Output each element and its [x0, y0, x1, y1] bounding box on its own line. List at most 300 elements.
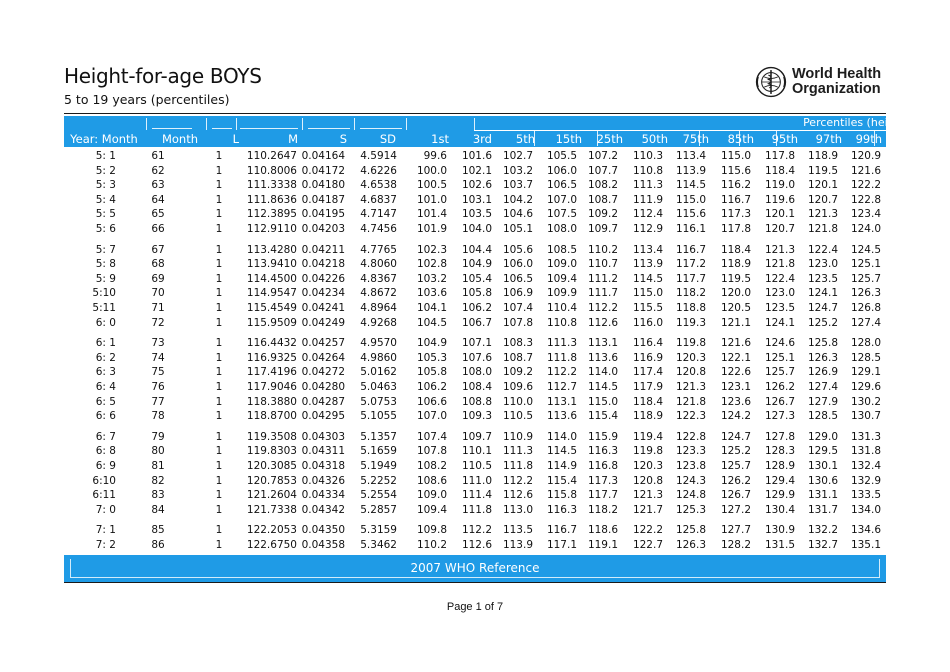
- cell-50th: 119.8: [632, 445, 663, 458]
- cell-s: 0.04342: [301, 503, 345, 516]
- cell-25th: 114.0: [587, 366, 618, 379]
- cell-5th: 112.2: [502, 474, 533, 487]
- cell-m: 117.9046: [246, 381, 297, 393]
- cell-15th: 111.8: [546, 351, 577, 364]
- column-header-97th: 97th: [815, 132, 842, 146]
- cell-3rd: 104.0: [461, 223, 492, 235]
- cell-15th: 109.4: [546, 272, 577, 285]
- cell-50th: 122.7: [632, 539, 663, 551]
- cell-85th: 126.2: [720, 474, 751, 487]
- cell-97th: 121.3: [807, 208, 838, 221]
- cell-3rd: 106.2: [461, 302, 492, 314]
- cell-95th: 120.1: [764, 208, 795, 221]
- cell-95th: 127.3: [764, 410, 795, 423]
- cell-s: 0.04280: [301, 381, 345, 393]
- cell-sd: 4.9860: [360, 351, 397, 364]
- cell-99th: 124.0: [850, 223, 881, 235]
- cell-50th: 121.7: [632, 503, 663, 516]
- cell-1st: 100.5: [416, 179, 447, 192]
- cell-75th: 121.8: [675, 395, 706, 408]
- cell-m: 119.8303: [246, 445, 297, 458]
- cell-year-month: 6: 9: [95, 460, 116, 472]
- table-row: [64, 409, 886, 423]
- cell-5th: 108.3: [502, 337, 533, 350]
- cell-85th: 120.0: [720, 287, 751, 300]
- cell-75th: 121.3: [675, 381, 706, 393]
- header-underline: [212, 128, 232, 129]
- cell-1st: 100.0: [416, 164, 447, 177]
- cell-50th: 116.0: [632, 316, 663, 329]
- cell-50th: 122.2: [632, 524, 663, 537]
- cell-month: 65: [151, 208, 165, 221]
- cell-s: 0.04326: [301, 474, 345, 487]
- cell-99th: 127.4: [850, 316, 881, 329]
- cell-85th: 117.3: [720, 208, 751, 221]
- cell-year-month: 6: 8: [95, 445, 116, 458]
- cell-75th: 124.8: [675, 489, 706, 502]
- cell-85th: 124.2: [720, 410, 751, 423]
- cell-year-month: 6: 0: [95, 316, 116, 329]
- cell-m: 118.3880: [246, 395, 297, 408]
- column-header-year-month: Year: Month: [70, 132, 138, 146]
- cell-97th: 122.4: [807, 243, 838, 256]
- cell-15th: 114.0: [546, 430, 577, 443]
- cell-97th: 124.1: [807, 287, 838, 300]
- cell-month: 85: [151, 524, 165, 537]
- table-row: [64, 336, 886, 350]
- cell-month: 86: [151, 539, 165, 551]
- cell-5th: 111.8: [502, 460, 533, 472]
- cell-95th: 130.4: [764, 503, 795, 516]
- cell-year-month: 7: 1: [95, 524, 116, 537]
- cell-50th: 110.3: [632, 150, 663, 162]
- cell-m: 111.3338: [246, 179, 297, 192]
- cell-3rd: 105.8: [461, 287, 492, 300]
- cell-25th: 109.7: [587, 223, 618, 235]
- page-title: Height-for-age BOYS: [64, 64, 262, 88]
- cell-99th: 133.5: [850, 489, 881, 502]
- cell-year-month: 6: 1: [95, 337, 116, 350]
- cell-50th: 120.8: [632, 474, 663, 487]
- cell-sd: 5.3462: [360, 539, 397, 551]
- cell-85th: 122.1: [720, 351, 751, 364]
- cell-1st: 101.9: [416, 223, 447, 235]
- cell-25th: 116.3: [587, 445, 618, 458]
- cell-15th: 114.5: [546, 445, 577, 458]
- cell-75th: 123.8: [675, 460, 706, 472]
- cell-year-month: 5:10: [92, 287, 116, 300]
- header-separator: [236, 118, 237, 130]
- cell-95th: 131.5: [764, 539, 795, 551]
- cell-25th: 107.7: [587, 164, 618, 177]
- cell-75th: 118.8: [675, 302, 706, 314]
- cell-l: 1: [215, 179, 223, 192]
- cell-85th: 115.6: [720, 164, 751, 177]
- percentiles-rule: [474, 130, 946, 131]
- cell-5th: 111.3: [502, 445, 533, 458]
- cell-15th: 116.7: [546, 524, 577, 537]
- cell-sd: 4.8060: [360, 258, 397, 271]
- cell-99th: 122.2: [850, 179, 881, 192]
- cell-15th: 113.6: [546, 410, 577, 423]
- cell-99th: 131.8: [850, 445, 881, 458]
- cell-l: 1: [215, 243, 223, 256]
- cell-l: 1: [215, 445, 223, 458]
- cell-99th: 120.9: [850, 150, 881, 162]
- cell-75th: 117.2: [675, 258, 706, 271]
- cell-l: 1: [215, 337, 223, 350]
- cell-97th: 125.2: [807, 316, 838, 329]
- bottom-rule: [64, 582, 886, 583]
- cell-95th: 123.0: [764, 287, 795, 300]
- table-row: [64, 222, 886, 236]
- cell-1st: 105.8: [416, 366, 447, 379]
- cell-month: 63: [151, 179, 165, 192]
- cell-month: 84: [151, 503, 165, 516]
- cell-50th: 112.4: [632, 208, 663, 221]
- cell-s: 0.04195: [301, 208, 345, 221]
- cell-25th: 111.2: [587, 272, 618, 285]
- cell-l: 1: [215, 503, 223, 516]
- cell-3rd: 106.7: [461, 316, 492, 329]
- cell-95th: 120.7: [764, 223, 795, 235]
- header-underline: [308, 128, 350, 129]
- cell-99th: 124.5: [850, 243, 881, 256]
- cell-s: 0.04295: [301, 410, 345, 423]
- column-header-month: Month: [161, 132, 198, 146]
- cell-99th: 122.8: [850, 193, 881, 206]
- cell-1st: 106.6: [416, 395, 447, 408]
- cell-75th: 115.6: [675, 208, 706, 221]
- cell-sd: 4.8672: [360, 287, 397, 300]
- cell-l: 1: [215, 524, 223, 537]
- cell-75th: 120.3: [675, 351, 706, 364]
- cell-month: 64: [151, 193, 165, 206]
- cell-97th: 132.2: [807, 524, 838, 537]
- cell-1st: 103.6: [416, 287, 447, 300]
- cell-5th: 110.9: [502, 430, 533, 443]
- cell-25th: 108.7: [587, 193, 618, 206]
- cell-s: 0.04234: [301, 287, 345, 300]
- cell-month: 66: [151, 223, 165, 235]
- cell-sd: 4.6538: [360, 179, 397, 192]
- cell-95th: 125.1: [764, 351, 795, 364]
- cell-month: 77: [151, 395, 165, 408]
- cell-m: 110.2647: [246, 150, 297, 162]
- cell-3rd: 104.4: [461, 243, 492, 256]
- cell-85th: 115.0: [720, 150, 751, 162]
- cell-3rd: 103.5: [461, 208, 492, 221]
- cell-sd: 4.6837: [360, 193, 397, 206]
- logo-text-line1: World Health: [792, 66, 882, 82]
- cell-l: 1: [215, 430, 223, 443]
- cell-s: 0.04180: [301, 179, 345, 192]
- cell-85th: 125.7: [720, 460, 751, 472]
- cell-year-month: 5: 2: [95, 164, 116, 177]
- footer-reference: 2007 WHO Reference: [410, 561, 540, 575]
- cell-1st: 110.2: [416, 539, 447, 551]
- cell-75th: 116.7: [675, 243, 706, 256]
- cell-3rd: 104.9: [461, 258, 492, 271]
- cell-50th: 117.4: [632, 366, 663, 379]
- cell-1st: 105.3: [416, 351, 447, 364]
- cell-97th: 123.5: [807, 272, 838, 285]
- cell-97th: 131.1: [807, 489, 838, 502]
- table-row: [64, 301, 886, 315]
- cell-l: 1: [215, 193, 223, 206]
- column-header-15th: 15th: [555, 132, 582, 146]
- cell-95th: 119.6: [764, 193, 795, 206]
- cell-m: 114.4500: [246, 272, 297, 285]
- cell-25th: 113.6: [587, 351, 618, 364]
- cell-97th: 123.0: [807, 258, 838, 271]
- cell-97th: 125.8: [807, 337, 838, 350]
- cell-year-month: 5: 8: [95, 258, 116, 271]
- cell-25th: 115.9: [587, 430, 618, 443]
- header-separator: [874, 130, 875, 146]
- cell-m: 112.9110: [246, 223, 297, 235]
- cell-1st: 104.1: [416, 302, 447, 314]
- table-row: [64, 365, 886, 379]
- column-header-1st: 1st: [431, 132, 449, 146]
- cell-75th: 124.3: [675, 474, 706, 487]
- cell-99th: 126.3: [850, 287, 881, 300]
- cell-95th: 125.7: [764, 366, 795, 379]
- cell-3rd: 111.4: [461, 489, 492, 502]
- cell-l: 1: [215, 272, 223, 285]
- cell-m: 118.8700: [246, 410, 297, 423]
- cell-85th: 123.1: [720, 381, 751, 393]
- cell-95th: 121.3: [764, 243, 795, 256]
- cell-25th: 116.8: [587, 460, 618, 472]
- column-header-85th: 85th: [727, 132, 754, 146]
- cell-97th: 121.8: [807, 223, 838, 235]
- cell-15th: 109.0: [546, 258, 577, 271]
- cell-15th: 110.4: [546, 302, 577, 314]
- cell-50th: 119.4: [632, 430, 663, 443]
- cell-1st: 108.6: [416, 474, 447, 487]
- cell-s: 0.04311: [301, 445, 345, 458]
- cell-m: 122.2053: [246, 524, 297, 537]
- cell-s: 0.04187: [301, 193, 345, 206]
- cell-3rd: 109.7: [461, 430, 492, 443]
- cell-3rd: 109.3: [461, 410, 492, 423]
- cell-25th: 111.7: [587, 287, 618, 300]
- cell-m: 121.7338: [246, 503, 297, 516]
- cell-99th: 126.8: [850, 302, 881, 314]
- cell-sd: 5.1949: [360, 460, 397, 472]
- cell-25th: 118.2: [587, 503, 618, 516]
- table-row: [64, 523, 886, 537]
- cell-1st: 107.8: [416, 445, 447, 458]
- cell-m: 113.9410: [246, 258, 297, 271]
- cell-1st: 103.2: [416, 272, 447, 285]
- cell-l: 1: [215, 287, 223, 300]
- cell-l: 1: [215, 539, 223, 551]
- cell-m: 121.2604: [246, 489, 297, 502]
- cell-s: 0.04241: [301, 302, 345, 314]
- header-separator: [597, 130, 598, 146]
- cell-s: 0.04211: [301, 243, 345, 256]
- cell-75th: 115.0: [675, 193, 706, 206]
- table-row: [64, 243, 886, 257]
- cell-85th: 122.6: [720, 366, 751, 379]
- cell-s: 0.04303: [301, 430, 345, 443]
- cell-1st: 109.0: [416, 489, 447, 502]
- cell-99th: 125.7: [850, 272, 881, 285]
- table-row: [64, 316, 886, 330]
- cell-month: 79: [151, 430, 165, 443]
- cell-5th: 112.6: [502, 489, 533, 502]
- cell-25th: 110.7: [587, 258, 618, 271]
- cell-15th: 114.9: [546, 460, 577, 472]
- header-separator: [474, 118, 475, 130]
- header-underline: [240, 128, 298, 129]
- cell-5th: 103.2: [502, 164, 533, 177]
- cell-97th: 128.5: [807, 410, 838, 423]
- cell-m: 117.4196: [246, 366, 297, 379]
- cell-1st: 101.0: [416, 193, 447, 206]
- cell-month: 70: [151, 287, 165, 300]
- cell-75th: 122.8: [675, 430, 706, 443]
- cell-year-month: 6:11: [92, 489, 116, 502]
- column-header-3rd: 3rd: [472, 132, 492, 146]
- column-header-sd: SD: [379, 132, 396, 146]
- cell-sd: 4.8367: [360, 272, 397, 285]
- cell-s: 0.04318: [301, 460, 345, 472]
- cell-15th: 113.1: [546, 395, 577, 408]
- table-row: [64, 538, 886, 552]
- cell-95th: 129.9: [764, 489, 795, 502]
- cell-sd: 4.7765: [360, 243, 397, 256]
- cell-97th: 120.7: [807, 193, 838, 206]
- cell-3rd: 110.5: [461, 460, 492, 472]
- cell-50th: 113.4: [632, 243, 663, 256]
- cell-95th: 130.9: [764, 524, 795, 537]
- cell-sd: 5.0753: [360, 395, 397, 408]
- top-rule: [64, 113, 886, 114]
- header-separator: [146, 118, 147, 130]
- cell-99th: 130.2: [850, 395, 881, 408]
- cell-month: 83: [151, 489, 165, 502]
- table-row: [64, 488, 886, 502]
- cell-s: 0.04249: [301, 316, 345, 329]
- cell-5th: 110.0: [502, 395, 533, 408]
- cell-95th: 124.6: [764, 337, 795, 350]
- cell-month: 82: [151, 474, 165, 487]
- header-separator: [776, 130, 777, 146]
- column-header-50th: 50th: [641, 132, 668, 146]
- cell-97th: 118.9: [807, 150, 838, 162]
- cell-year-month: 6: 5: [95, 395, 116, 408]
- cell-1st: 107.0: [416, 410, 447, 423]
- cell-l: 1: [215, 410, 223, 423]
- cell-year-month: 6: 3: [95, 366, 116, 379]
- cell-year-month: 5: 3: [95, 179, 116, 192]
- cell-95th: 117.8: [764, 150, 795, 162]
- cell-l: 1: [215, 150, 223, 162]
- cell-75th: 125.3: [675, 503, 706, 516]
- header-separator: [739, 130, 740, 146]
- percentiles-group-label: Percentiles (height in cm): [803, 116, 944, 129]
- cell-5th: 105.1: [502, 223, 533, 235]
- cell-15th: 105.5: [546, 150, 577, 162]
- cell-month: 76: [151, 381, 165, 393]
- cell-25th: 117.7: [587, 489, 618, 502]
- cell-85th: 119.5: [720, 272, 751, 285]
- cell-m: 122.6750: [246, 539, 297, 551]
- cell-85th: 118.4: [720, 243, 751, 256]
- cell-l: 1: [215, 395, 223, 408]
- table-row: [64, 444, 886, 458]
- cell-85th: 127.2: [720, 503, 751, 516]
- header-separator: [302, 118, 303, 130]
- cell-15th: 115.8: [546, 489, 577, 502]
- cell-3rd: 108.4: [461, 381, 492, 393]
- cell-5th: 109.2: [502, 366, 533, 379]
- cell-97th: 126.9: [807, 366, 838, 379]
- cell-s: 0.04164: [301, 150, 345, 162]
- header-separator: [699, 130, 700, 146]
- cell-l: 1: [215, 223, 223, 235]
- cell-50th: 111.3: [632, 179, 663, 192]
- cell-sd: 5.2857: [360, 503, 397, 516]
- header-underline: [360, 128, 402, 129]
- cell-99th: 128.5: [850, 351, 881, 364]
- logo-text: [792, 67, 881, 97]
- cell-15th: 115.4: [546, 474, 577, 487]
- cell-15th: 112.7: [546, 381, 577, 393]
- cell-sd: 4.5914: [360, 150, 397, 162]
- cell-3rd: 111.8: [461, 503, 492, 516]
- cell-m: 114.9547: [246, 287, 297, 300]
- cell-75th: 119.8: [675, 337, 706, 350]
- cell-25th: 109.2: [587, 208, 618, 221]
- who-emblem-icon: [754, 65, 788, 99]
- cell-95th: 126.7: [764, 395, 795, 408]
- cell-m: 113.4280: [246, 243, 297, 256]
- cell-sd: 4.9268: [360, 316, 397, 329]
- cell-85th: 124.7: [720, 430, 751, 443]
- cell-85th: 116.2: [720, 179, 751, 192]
- cell-97th: 129.5: [807, 445, 838, 458]
- cell-85th: 128.2: [720, 539, 751, 551]
- cell-m: 111.8636: [246, 193, 297, 206]
- cell-97th: 130.1: [807, 460, 838, 472]
- cell-75th: 122.3: [675, 410, 706, 423]
- cell-99th: 132.4: [850, 460, 881, 472]
- table-row: [64, 286, 886, 300]
- cell-s: 0.04264: [301, 351, 345, 364]
- cell-3rd: 111.0: [461, 474, 492, 487]
- cell-sd: 5.1659: [360, 445, 397, 458]
- cell-75th: 119.3: [675, 316, 706, 329]
- cell-year-month: 7: 2: [95, 539, 116, 551]
- footer-bar: [64, 555, 886, 582]
- cell-year-month: 5:11: [92, 302, 116, 314]
- cell-1st: 109.8: [416, 524, 447, 537]
- cell-5th: 106.0: [502, 258, 533, 271]
- column-header-l: L: [232, 132, 239, 146]
- cell-m: 112.3895: [246, 208, 297, 221]
- cell-s: 0.04334: [301, 489, 345, 502]
- cell-3rd: 101.6: [461, 150, 492, 162]
- cell-sd: 5.2554: [360, 489, 397, 502]
- cell-85th: 118.9: [720, 258, 751, 271]
- cell-50th: 120.3: [632, 460, 663, 472]
- cell-75th: 114.5: [675, 179, 706, 192]
- column-header-25th: 25th: [596, 132, 623, 146]
